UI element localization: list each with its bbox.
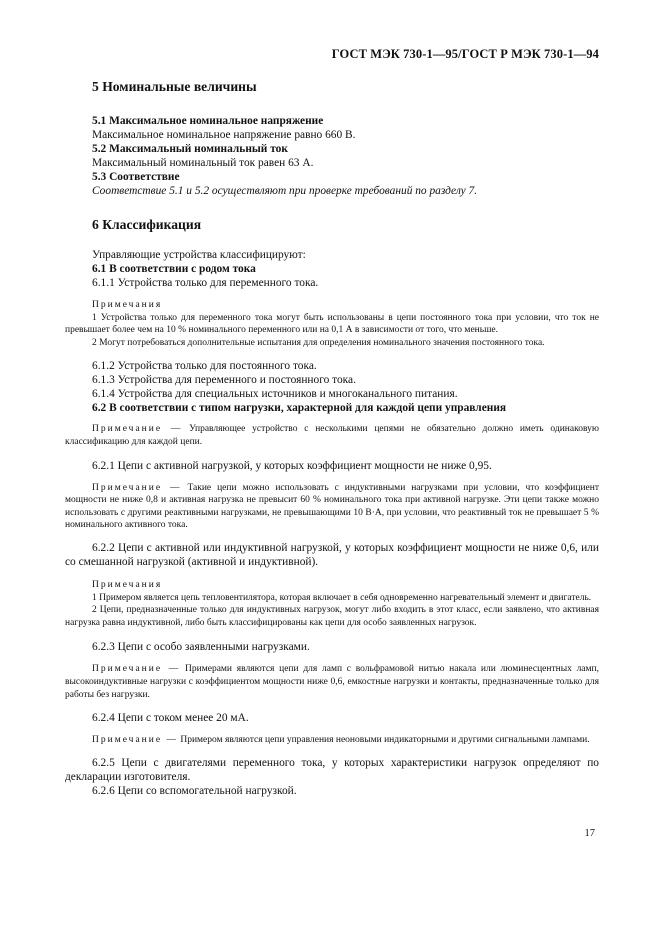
note-1: 1 Устройства только для переменного тока могут быть использованы в цепи постоянного тока при условии, что ток не превышает более чем на 10 % номинального переменного или на 0,1 А в зависимости от того, что меньше. bbox=[65, 312, 599, 336]
item-6-2-1: 6.2.1 Цепи с активной нагрузкой, у которых коэффициент мощности не ниже 0,95. bbox=[92, 459, 492, 472]
note-2: 2 Могут потребоваться дополнительные испытания для определения номинального значения постоянного тока. bbox=[92, 337, 545, 348]
section-5-title: 5 Номинальные величины bbox=[92, 79, 257, 94]
note-6-2-1 bbox=[65, 482, 599, 532]
note-6-2 bbox=[65, 423, 599, 448]
note-6-2-2-1: 1 Примером является цепь тепловентилятора, которая включает в себя одновременно нагревательный элемент и двигатель. bbox=[92, 592, 592, 603]
page-content bbox=[65, 70, 599, 798]
page-header: ГОСТ МЭК 730-1—95/ГОСТ Р МЭК 730-1—94 bbox=[331, 47, 599, 61]
text-5-3: Соответствие 5.1 и 5.2 осуществляют при проверке требований по разделу 7. bbox=[92, 185, 478, 197]
notes-title: Примечания bbox=[92, 300, 163, 310]
note-text: Примерами являются цепи для ламп с вольфрамовой нитью накала или люминесцентных ламп, высокоиндуктивные нагрузки с коэффициентом мощности ниже 0,6, емкостные нагрузки и контакты, предназначенные только для работы без нагрузки. bbox=[65, 664, 599, 700]
text-6-intro: Управляющие устройства классифицируют: bbox=[92, 249, 306, 261]
heading-5-1: 5.1 Максимальное номинальное напряжение bbox=[92, 115, 324, 127]
text-5-2: Максимальный номинальный ток равен 63 А. bbox=[92, 157, 314, 169]
item-6-1-4: 6.1.4 Устройства для специальных источников и многоканального питания. bbox=[92, 388, 458, 401]
item-6-1-2: 6.1.2 Устройства только для постоянного тока. bbox=[92, 360, 317, 373]
item-6-1-1: 6.1.1 Устройства только для переменного тока. bbox=[92, 277, 319, 289]
note-label: Примечание — bbox=[92, 482, 182, 493]
section-6-title: 6 Классификация bbox=[92, 217, 202, 232]
note-text: Управляющее устройство с несколькими цепями не обязательно должно иметь одинаковую классификацию для каждой цепи. bbox=[65, 424, 599, 447]
notes-title: Примечания bbox=[92, 579, 163, 590]
note-text: Такие цепи можно использовать с индуктивными нагрузками при условии, что коэффициент мощности не ниже 0,8 и активная нагрузка не превысит 60 % номинального тока при активной нагрузке. Эти цепи также можно использовать с другими реактивными нагрузками, не превышающими 10 В·А, при условии, что реактивный ток не превышает 5 % номинального активного тока. bbox=[65, 482, 599, 531]
note-label: Примечание — bbox=[92, 424, 183, 435]
heading-6-2: 6.2 В соответствии с типом нагрузки, характерной для каждой цепи управления bbox=[92, 402, 507, 415]
note-label: Примечание — bbox=[92, 735, 178, 746]
heading-5-2: 5.2 Максимальный номинальный ток bbox=[92, 143, 288, 155]
note-6-2-2-2: 2 Цепи, предназначенные только для индуктивных нагрузок, могут либо входить в этот класс, если заявлено, что активная нагрузка равна индуктивной, либо быть классифицированы как цепи для особо заявленных нагрузок. bbox=[65, 605, 599, 628]
note-6-2-4 bbox=[65, 734, 599, 747]
text-5-1: Максимальное номинальное напряжение равно 660 В. bbox=[92, 129, 356, 141]
item-6-2-4: 6.2.4 Цепи с током менее 20 мА. bbox=[92, 712, 249, 725]
heading-6-1: 6.1 В соответствии с родом тока bbox=[92, 263, 256, 275]
item-6-2-6: 6.2.6 Цепи со вспомогательной нагрузкой. bbox=[92, 784, 297, 797]
item-6-1-3: 6.1.3 Устройства для переменного и постоянного тока. bbox=[92, 374, 356, 387]
heading-5-3: 5.3 Соответствие bbox=[92, 171, 180, 183]
page-number: 17 bbox=[584, 828, 595, 839]
note-6-2-3 bbox=[65, 663, 599, 701]
note-text: Примером являются цепи управления неоновыми индикаторными и другими сигнальными лампами. bbox=[180, 735, 590, 746]
note-label: Примечание — bbox=[92, 664, 181, 675]
item-6-2-3: 6.2.3 Цепи с особо заявленными нагрузками. bbox=[92, 641, 310, 654]
item-6-2-2: 6.2.2 Цепи с активной или индуктивной нагрузкой, у которых коэффициент мощности не ниже 0,6, или со смешанной нагрузкой (активной и индуктивной). bbox=[65, 541, 599, 568]
item-6-2-5: 6.2.5 Цепи с двигателями переменного тока, у которых характеристики нагрузок определяют по декларации изготовителя. bbox=[65, 756, 599, 783]
